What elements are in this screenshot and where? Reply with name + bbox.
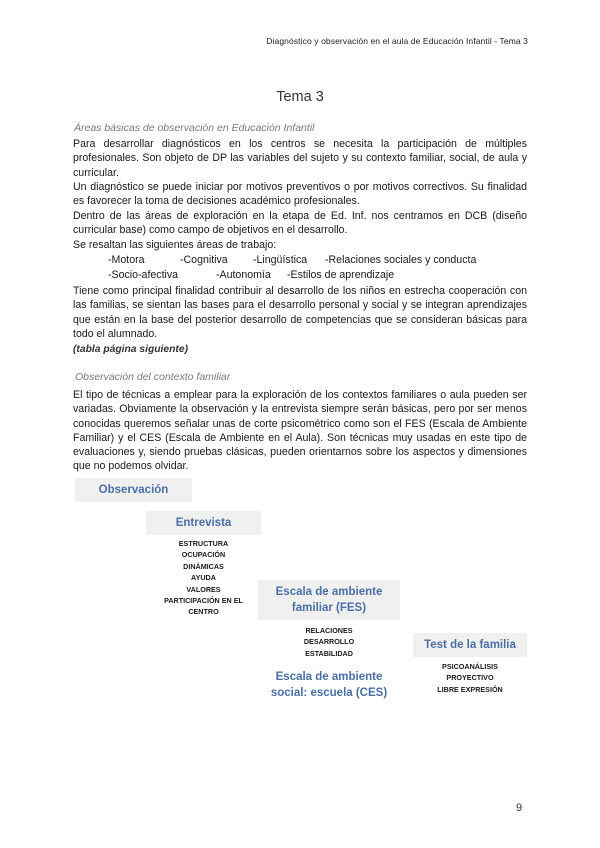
test-familia-box: Test de la familia	[413, 633, 527, 657]
observacion-box: Observación	[75, 478, 192, 502]
area-item: -Motora	[108, 254, 145, 266]
area-item: -Cognitiva	[180, 254, 228, 266]
list-item: CENTRO	[188, 607, 219, 617]
list-item: ESTABILIDAD	[305, 648, 353, 658]
area-item: -Autonomía	[216, 269, 271, 281]
paragraph-purpose: Tiene como principal finalidad contribuir al desarrollo de los niños en estrecha cooperación con las familias, se sientan las bases para el desarrollo personal y social y se integran aprendizajes que están en la base del posterior desarrollo de competencias que se consideran básicas para todo el alumnado.	[73, 285, 527, 340]
page-title: Tema 3	[276, 89, 324, 105]
paragraph-intro: Para desarrollar diagnósticos en los centros se necesita la participación de múltiples profesionales. Son objeto de DP las variables del sujeto y su contexto familiar, social, de aula y curricular.	[73, 138, 527, 179]
paragraph-techniques: El tipo de técnicas a emplear para la exploración de los contextos familiares o aula pueden ser variadas. Obviamente la observación y la entrevista siempre serán básicas, pero por ser menos conocidas queremos señalar unas de corte psicométrico como son el FES (Escala de Ambiente Familiar) y el CES (Escala de Ambiente en el Aula). Son técnicas muy usadas en este tipo de evaluaciones y, siendo pruebas clásicas, pueden orientarnos sobre los aspectos y dimensiones que no podemos olvidar.	[73, 389, 527, 473]
ces-title-line1: Escala de ambiente	[275, 671, 383, 683]
list-item: OCUPACIÓN	[181, 550, 226, 560]
fes-title-line2: familiar (FES)	[291, 602, 367, 614]
list-item: DINÁMICAS	[183, 561, 224, 571]
area-item: -Lingüística	[253, 254, 308, 266]
list-item: VALORES	[186, 584, 221, 594]
ces-title-line2: social: escuela (CES)	[270, 687, 388, 699]
area-item: -Socio-afectiva	[108, 269, 179, 281]
list-item: PARTICIPACIÓN EN EL	[164, 596, 243, 606]
section-heading-areas: Áreas básicas de observación en Educación Infantil	[74, 122, 315, 134]
list-item: RELACIONES	[305, 626, 353, 635]
fes-title-line1: Escala de ambiente	[275, 586, 383, 598]
entrevista-box: Entrevista	[146, 511, 261, 535]
fes-list	[258, 625, 400, 659]
entrevista-list	[146, 538, 261, 618]
paragraph-motives: Un diagnóstico se puede iniciar por motivos preventivos o por motivos correctivos. Su finalidad es favorecer la toma de decisiones académico profesionales.	[73, 181, 527, 208]
area-item: -Relaciones sociales y conducta	[325, 254, 477, 266]
fes-box	[258, 580, 400, 620]
section-heading-family: Observación del contexto familiar	[75, 371, 231, 383]
list-item: ESTRUCTURA	[178, 539, 229, 548]
area-item: -Estilos de aprendizaje	[287, 269, 395, 281]
page-number: 9	[516, 802, 523, 814]
list-item: PROYECTIVO	[446, 673, 494, 683]
list-item: LIBRE EXPRESIÓN	[437, 684, 503, 694]
table-note: (tabla página siguiente)	[73, 344, 188, 355]
paragraph-dcb: Dentro de las áreas de exploración en la etapa de Ed. Inf. nos centramos en DCB (diseño curricular base) como campo de objetivos en el desarrollo.	[73, 210, 527, 237]
ces-label	[258, 669, 400, 701]
list-item: PSICOANÁLISIS	[442, 662, 498, 671]
test-familia-list	[413, 661, 527, 695]
running-header: Diagnóstico y observación en el aula de Educación Infantil - Tema 3	[266, 36, 528, 46]
paragraph-areas-intro: Se resaltan las siguientes áreas de trabajo:	[73, 239, 277, 251]
list-item: DESARROLLO	[303, 637, 355, 647]
list-item: AYUDA	[191, 573, 216, 583]
